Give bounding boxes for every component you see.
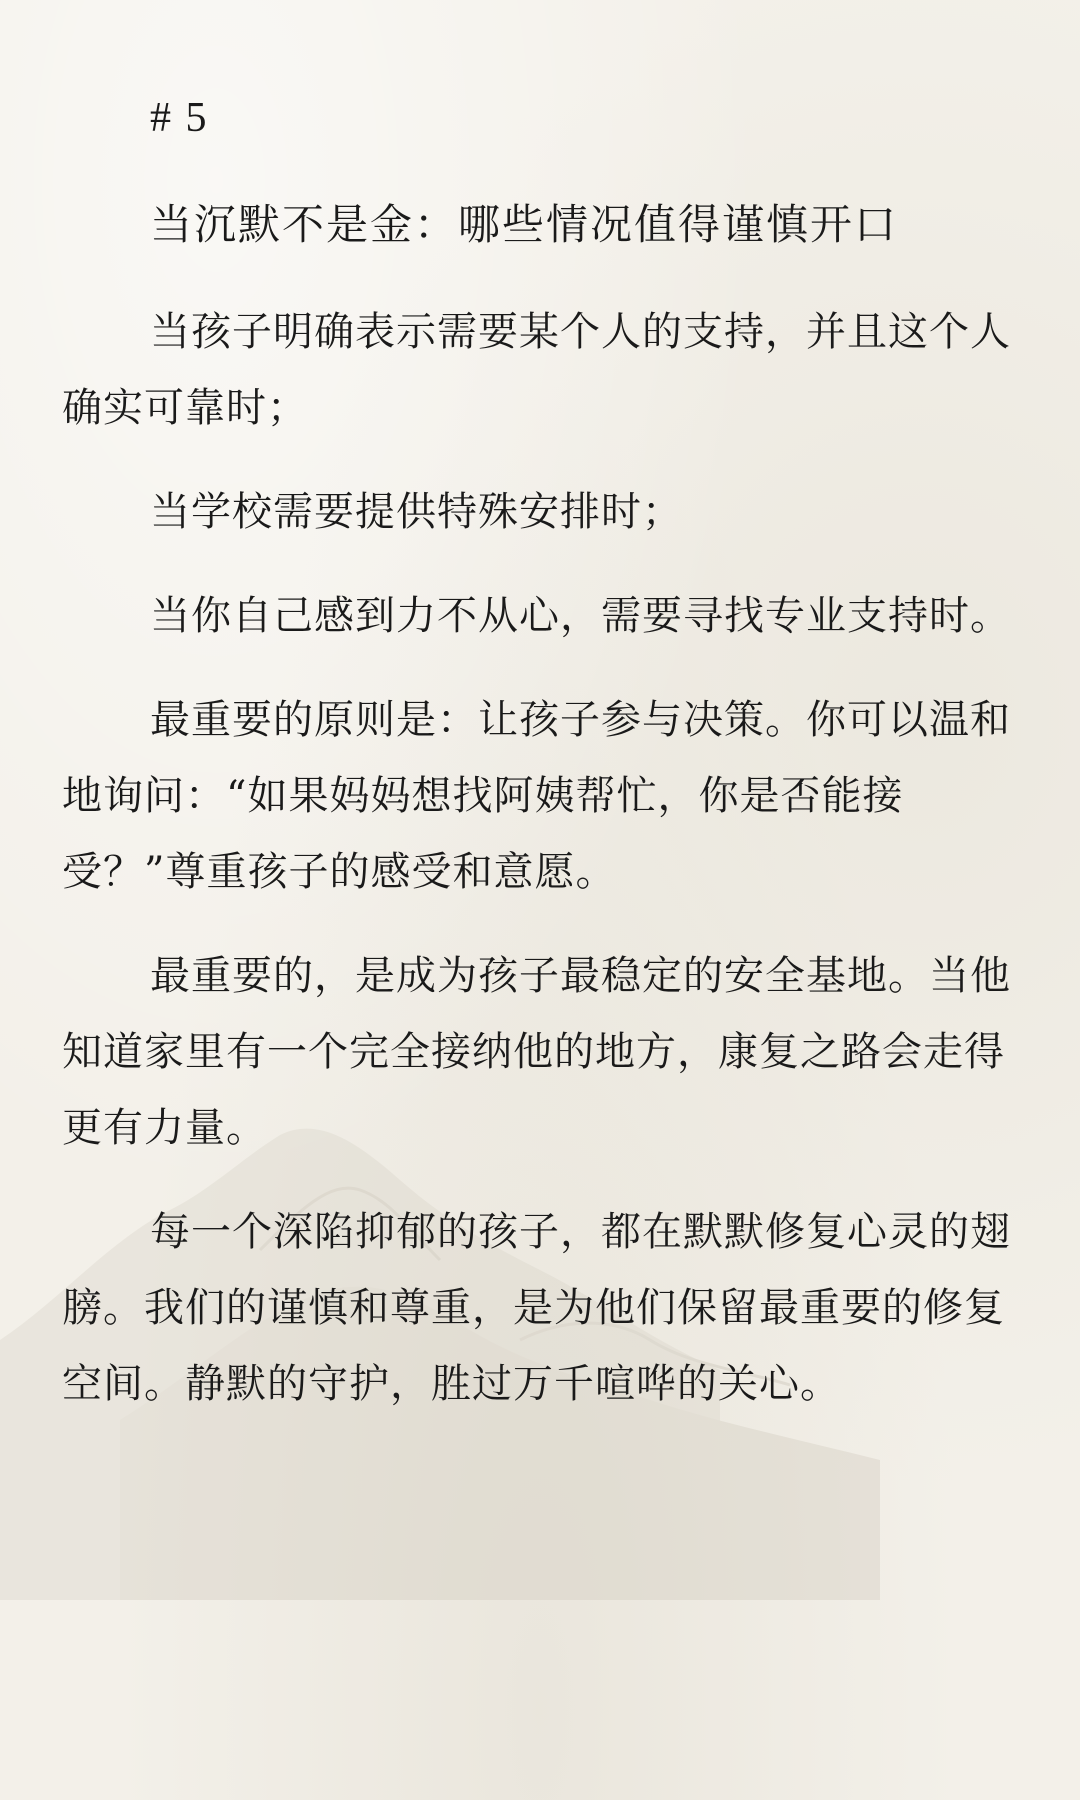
paragraph: 当你自己感到力不从心，需要寻找专业支持时。: [150, 593, 1011, 639]
paragraph: 每一个深陷抑郁的孩子，都在默默修复心灵的翅膀。我们的谨慎和尊重，是为他们保留最重要的修复空间。静默的守护，胜过万千喧哗的关心。: [62, 1209, 1011, 1407]
article-body: [62, 78, 1022, 1450]
article-subtitle: 当沉默不是金：哪些情况值得谨慎开口: [150, 203, 899, 249]
section-number: # 5: [150, 95, 209, 141]
paragraph: 最重要的，是成为孩子最稳定的安全基地。当他知道家里有一个完全接纳他的地方，康复之路会走得更有力量。: [62, 953, 1011, 1151]
paragraph: 当孩子明确表示需要某个人的支持，并且这个人确实可靠时；: [62, 309, 1011, 431]
paragraph: 最重要的原则是：让孩子参与决策。你可以温和地询问：“如果妈妈想找阿姨帮忙，你是否能接受？”尊重孩子的感受和意愿。: [62, 697, 1011, 895]
paragraph: 当学校需要提供特殊安排时；: [150, 489, 683, 535]
